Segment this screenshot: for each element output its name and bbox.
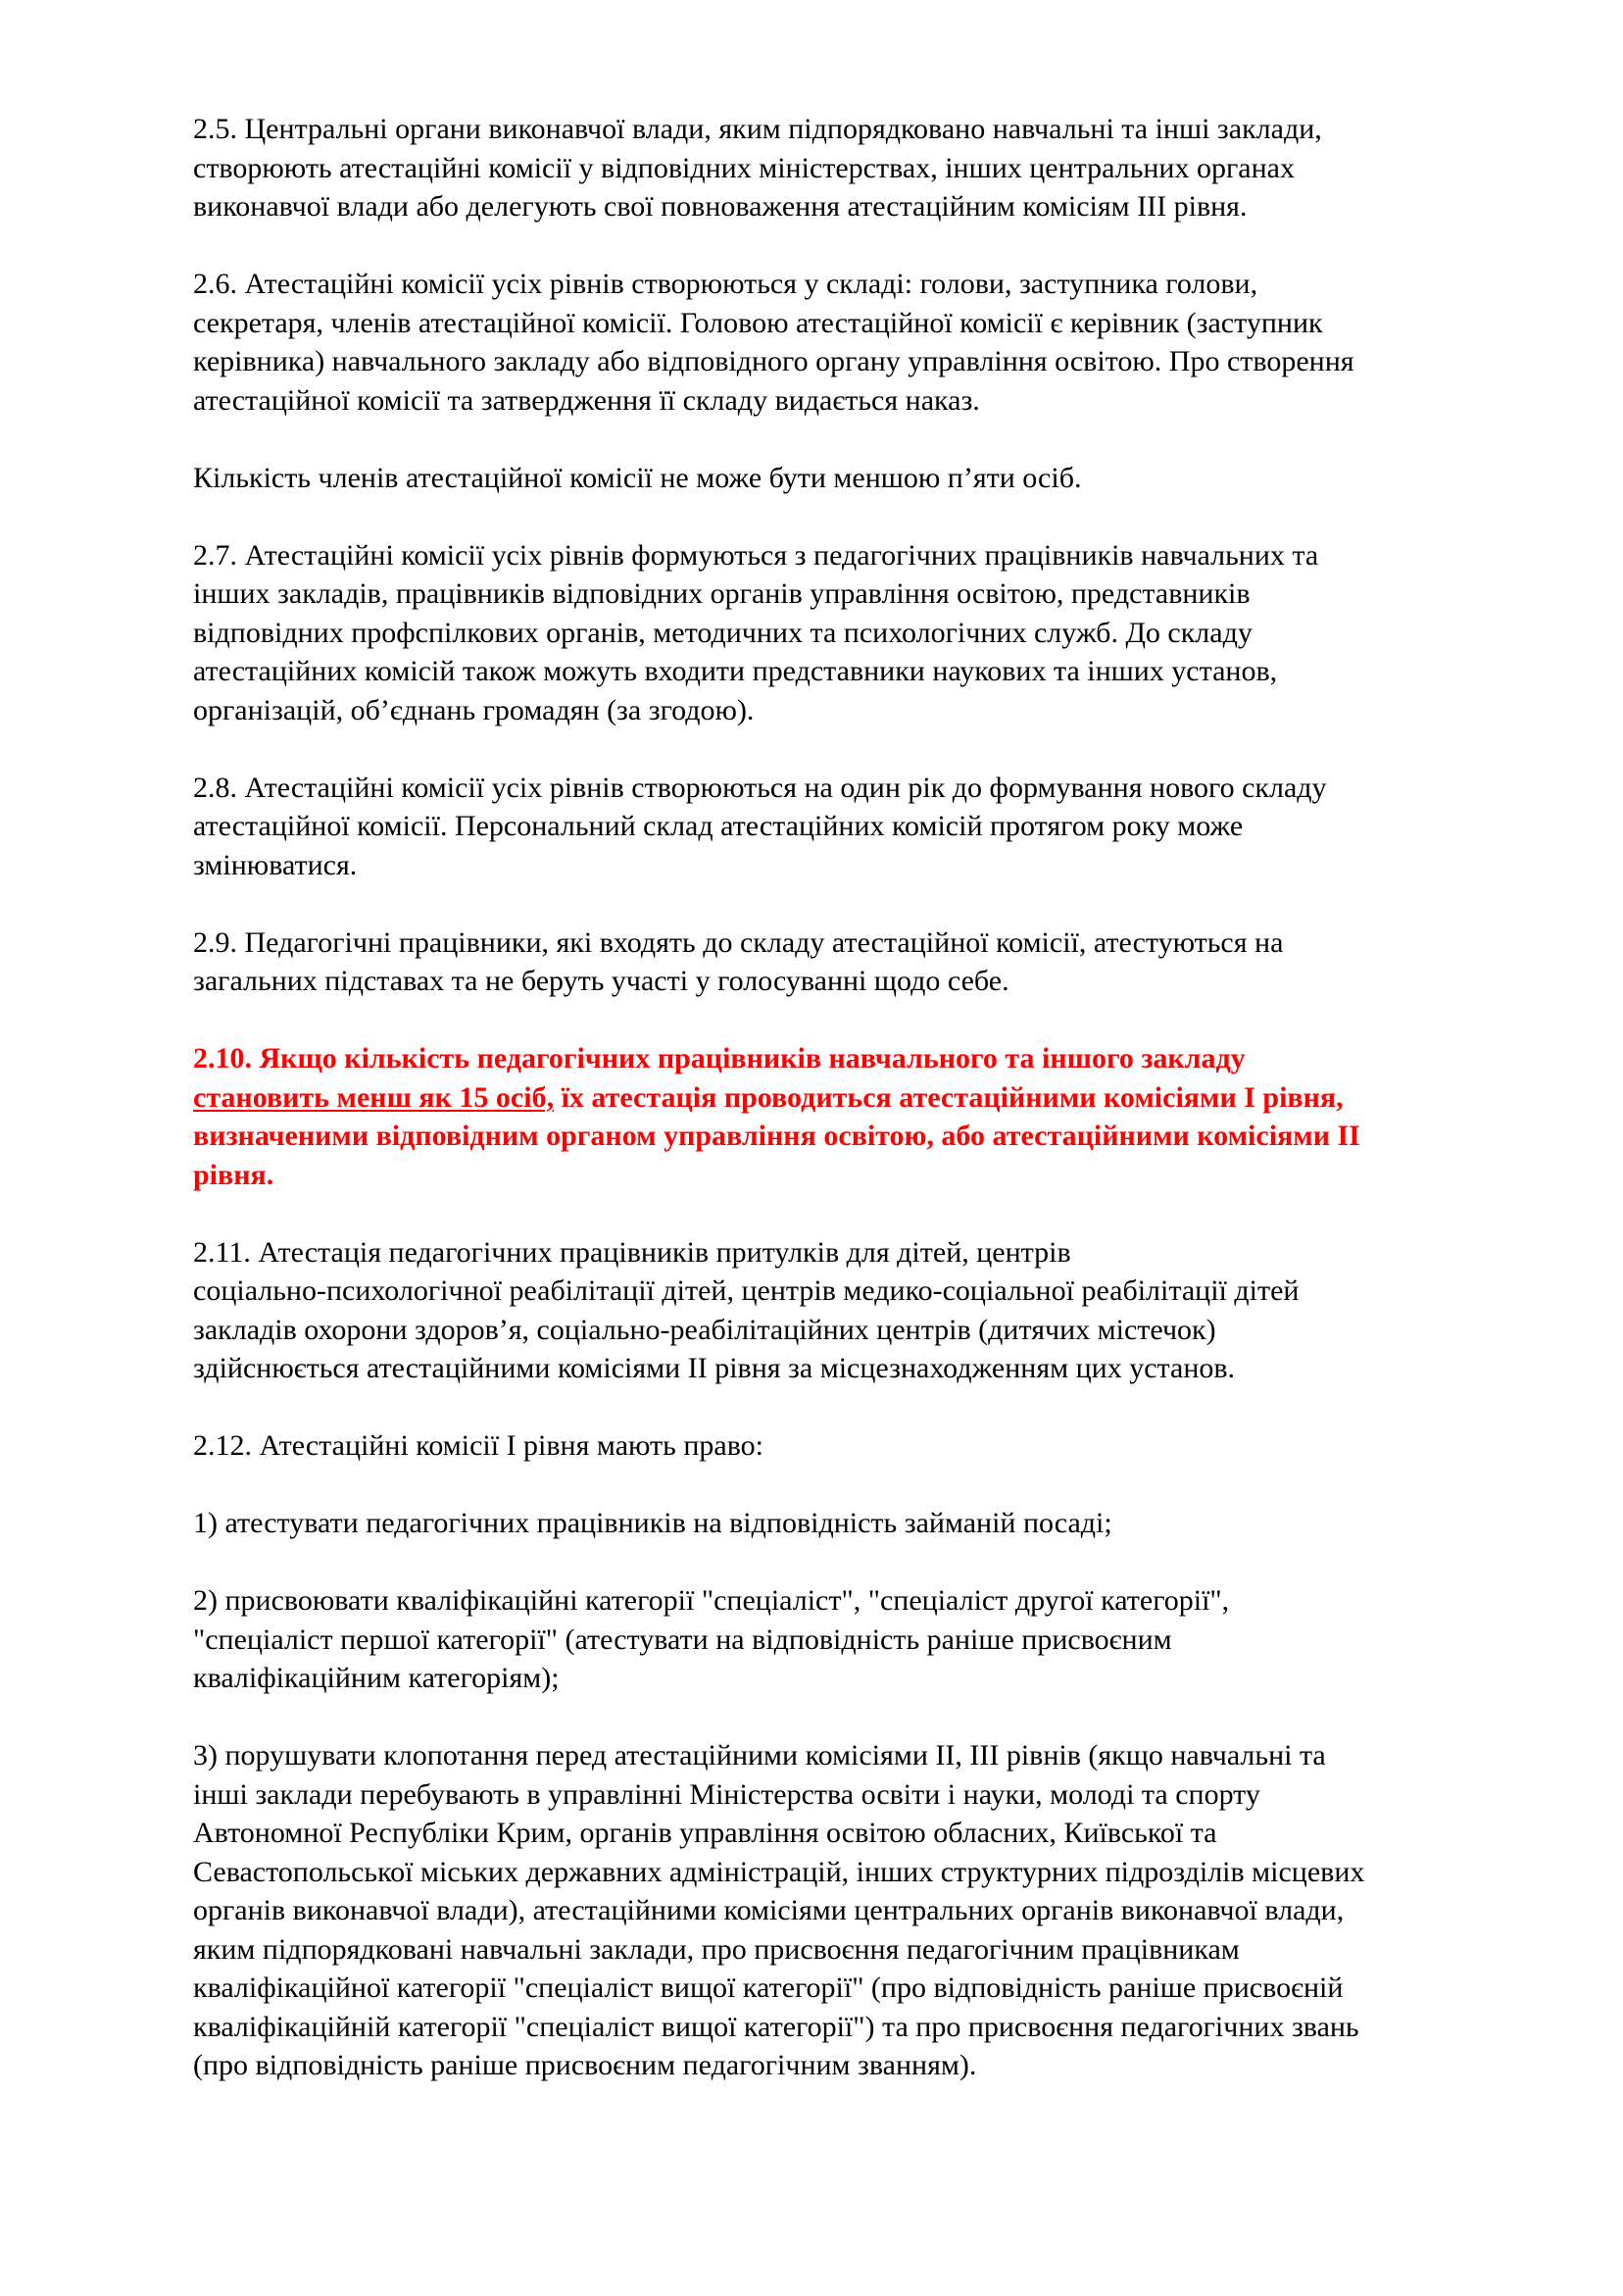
text-line: організацій, об’єднань громадян (за згодою). — [193, 693, 755, 726]
text-line: 2.7. Атестаційні комісії усіх рівнів формуються з педагогічних працівників навчальних та — [193, 538, 1319, 572]
text-line: атестаційної комісії. Персональний склад атестаційних комісій протягом року може — [193, 810, 1244, 842]
text-line: інших закладів, працівників відповідних органів управління освітою, представників — [193, 577, 1251, 610]
list-item-3 — [193, 1736, 1526, 2085]
paragraph-members-count — [193, 459, 1526, 498]
text-line: рівня. — [193, 1158, 274, 1191]
text-line: атестаційної комісії та затвердження її складу видається наказ. — [193, 383, 980, 417]
text-line: секретаря, членів атестаційної комісії. Головою атестаційної комісії є керівник (заступник — [193, 306, 1323, 339]
text-line: Севастопольської міських державних адміністрацій, інших структурних підрозділів місцевих — [193, 1855, 1365, 1888]
text-line: Кількість членів атестаційної комісії не може бути меншою п’яти осіб. — [193, 461, 1082, 494]
text-line: кваліфікаційній категорії "спеціаліст вищої категорії") та про присвоєння педагогічних звань — [193, 2010, 1359, 2043]
text-line: 2.11. Атестація педагогічних працівників притулків для дітей, центрів — [193, 1235, 1071, 1269]
text-line: кваліфікаційної категорії "спеціаліст вищої категорії" (про відповідність раніше присвоєній — [193, 1972, 1344, 2004]
text-line: закладів охорони здоров’я, соціально-реабілітаційних центрів (дитячих містечок) — [193, 1313, 1216, 1346]
list-item-1 — [193, 1504, 1526, 1543]
paragraph-2-7 — [193, 536, 1526, 730]
text-line: "спеціаліст першої категорії" (атестувати на відповідність раніше присвоєним — [193, 1622, 1172, 1656]
text-line — [193, 1078, 1526, 1118]
text-line: 1) атестувати педагогічних працівників на відповідність займаній посаді; — [193, 1507, 1112, 1539]
text-line: соціально-психологічної реабілітації дітей, центрів медико-соціальної реабілітації дітей — [193, 1274, 1300, 1307]
paragraph-2-10-highlighted — [193, 1039, 1526, 1194]
paragraph-2-9 — [193, 923, 1526, 1001]
text-line: (про відповідність раніше присвоєним педагогічним званням). — [193, 2049, 977, 2081]
text-line: 2.12. Атестаційні комісії І рівня мають право: — [193, 1429, 763, 1462]
text-line: інші заклади перебувають в управлінні Міністерства освіти і науки, молоді та спорту — [193, 1777, 1260, 1811]
paragraph-2-11 — [193, 1233, 1526, 1388]
text-line: загальних підставах та не беруть участі у голосуванні щодо себе. — [193, 965, 1009, 997]
list-item-2 — [193, 1581, 1526, 1698]
paragraph-2-12 — [193, 1426, 1526, 1466]
text-line: керівника) навчального закладу або відповідного органу управління освітою. Про створення — [193, 345, 1354, 377]
paragraph-2-6 — [193, 265, 1526, 420]
text-line: 2.6. Атестаційні комісії усіх рівнів створюються у складі: голови, заступника голови, — [193, 268, 1258, 300]
text-line: 2.9. Педагогічні працівники, які входять до складу атестаційної комісії, атестуються на — [193, 925, 1284, 959]
text-line: 2) присвоювати кваліфікаційні категорії "спеціаліст", "спеціаліст другої категорії", — [193, 1584, 1230, 1617]
text-line: виконавчої влади або делегують свої повноваження атестаційним комісіям ІІІ рівня. — [193, 190, 1248, 223]
paragraph-2-5 — [193, 110, 1526, 226]
underlined-text: становить менш як 15 осіб, — [193, 1080, 555, 1114]
text-line: визначеними відповідним органом управління освітою, або атестаційними комісіями ІІ — [193, 1120, 1360, 1152]
text-line: яким підпорядковані навчальні заклади, про присвоєння педагогічним працівникам — [193, 1932, 1240, 1966]
text-line: здійснюється атестаційними комісіями ІІ рівня за місцезнаходженням цих установ. — [193, 1352, 1236, 1384]
text-line: змінюватися. — [193, 848, 358, 881]
text-line: кваліфікаційним категоріям); — [193, 1662, 560, 1694]
text-line: 2.8. Атестаційні комісії усіх рівнів створюються на один рік до формування нового складу — [193, 771, 1327, 804]
text-line: відповідних профспілкових органів, методичних та психологічних служб. До складу — [193, 616, 1253, 649]
text-line: 3) порушувати клопотання перед атестаційними комісіями ІІ, ІІІ рівнів (якщо навчальні та — [193, 1739, 1326, 1772]
text-line: створюють атестаційні комісії у відповідних міністерствах, інших центральних органах — [193, 151, 1295, 184]
text-line: Автономної Республіки Крим, органів управління освітою обласних, Київської та — [193, 1817, 1217, 1849]
document-body — [193, 110, 1526, 2123]
text-line: органів виконавчої влади), атестаційними комісіями центральних органів виконавчої влади, — [193, 1894, 1345, 1926]
text-line: 2.5. Центральні органи виконавчої влади, яким підпорядковано навчальні та інші заклади, — [193, 113, 1322, 145]
text-line: 2.10. Якщо кількість педагогічних працівників навчального та іншого закладу — [193, 1042, 1246, 1074]
paragraph-2-8 — [193, 769, 1526, 885]
text-fragment: їх атестація проводиться атестаційними комісіями І рівня, — [554, 1080, 1344, 1114]
text-line: атестаційних комісій також можуть входити представники наукових та інших установ, — [193, 655, 1278, 687]
